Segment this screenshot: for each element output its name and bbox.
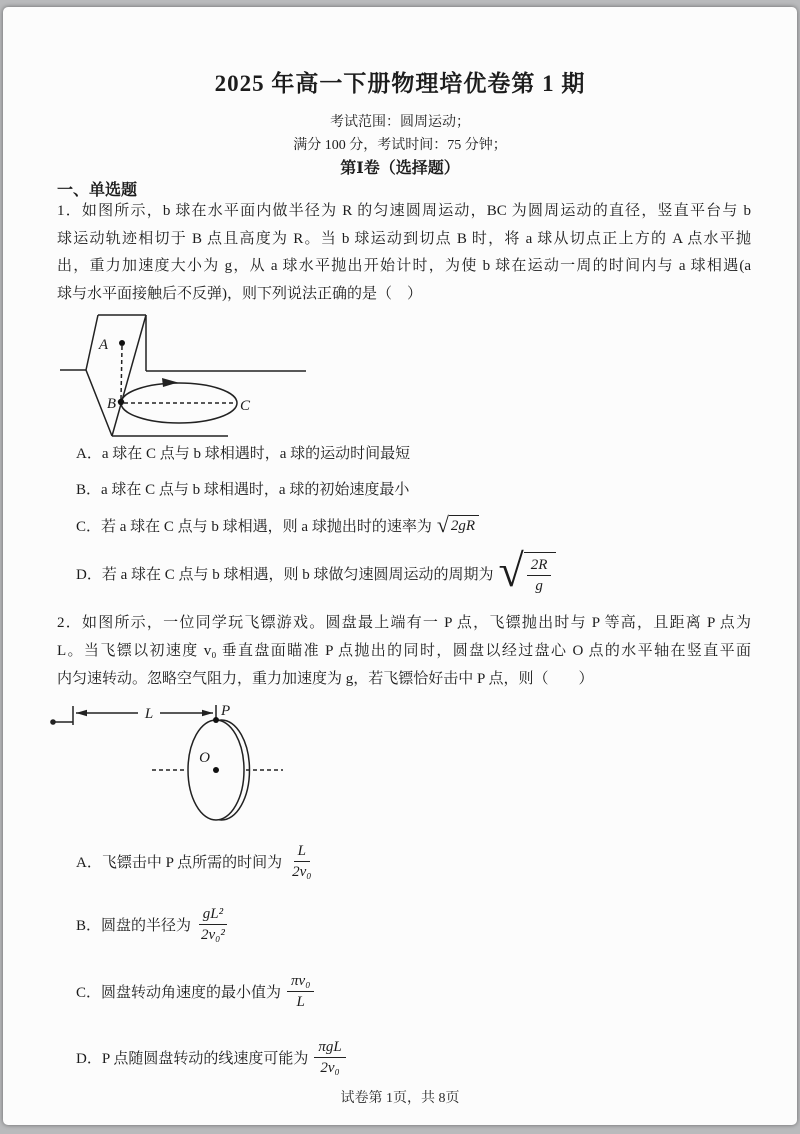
q1-option-c-radicand: 2gR <box>449 515 479 534</box>
question-2-text <box>57 609 751 693</box>
fraction-denominator: g <box>535 577 543 594</box>
q2-option-c <box>76 966 314 1016</box>
label-B: B <box>106 396 116 412</box>
point-P-dot <box>213 717 219 723</box>
dart-knob <box>50 719 56 725</box>
fraction <box>527 556 552 595</box>
q2-option-a-text: A．飞镖击中 P 点所需的时间为 <box>76 854 283 871</box>
label-L: L <box>144 706 154 722</box>
q2-option-a-fraction <box>288 842 315 881</box>
question-2-line-1: 2．如图所示，一位同学玩飞镖游戏。圆盘最上端有一 P 点，飞镖抛出时与 P 等高，且距离 P 点为 <box>57 615 751 631</box>
part-title: 第Ⅰ卷（选择题） <box>340 160 460 177</box>
fraction-numerator: L <box>294 842 310 862</box>
point-A-dot <box>119 340 125 346</box>
q2-option-a <box>76 838 316 884</box>
q2-option-b-fraction <box>197 905 229 944</box>
fraction-denominator: L <box>296 993 305 1010</box>
q1-option-d-text: D．若 a 球在 C 点与 b 球相遇，则 b 球做匀速圆周运动的周期为 <box>76 566 494 583</box>
q2-option-d-text: D．P 点随圆盘转动的线速度可能为 <box>76 1050 309 1067</box>
motion-direction-arrow <box>162 378 178 387</box>
label-C: C <box>240 398 251 414</box>
label-P: P <box>221 703 231 719</box>
q1-option-a: A．a 球在 C 点与 b 球相遇时，a 球的运动时间最短 <box>76 446 411 462</box>
fraction-numerator: gL² <box>199 905 227 925</box>
q2-option-b-text: B．圆盘的半径为 <box>76 917 192 934</box>
point-O-dot <box>213 767 219 773</box>
label-O: O <box>199 750 210 766</box>
arrowhead-right <box>202 710 213 716</box>
question-1-line-4: 球与水平面接触后不反弹)，则下列说法正确的是（ ） <box>57 285 422 302</box>
fraction-numerator: πv₀ <box>287 972 314 992</box>
exam-scope: 考试范围：圆周运动； <box>330 115 470 130</box>
fraction-numerator: πgL <box>314 1038 345 1058</box>
exam-info: 满分 100 分，考试时间：75 分钟； <box>293 138 507 153</box>
fraction-denominator: 2v₀ <box>292 863 312 880</box>
fraction-denominator: 2v₀ <box>320 1059 340 1076</box>
question-2-figure <box>40 700 324 832</box>
q2-option-c-fraction <box>287 972 314 1011</box>
question-2-line-3: 内匀速转动。忽略空气阻力，重力加速度为 g，若飞镖恰好击中 P 点，则（ ） <box>57 671 594 687</box>
q2-option-b <box>76 898 229 950</box>
page-title: 2025 年高一下册物理培优卷第 1 期 <box>214 71 586 96</box>
q2-option-d <box>76 1032 346 1082</box>
question-1-line-1: 1．如图所示，b 球在水平面内做半径为 R 的匀速圆周运动，BC 为圆周运动的直径，竖直平台与 b <box>57 203 751 219</box>
question-1-text <box>57 198 751 308</box>
question-2-line-2: L。当飞镖以初速度 v₀ 垂直盘面瞄准 P 点抛出的同时，圆盘以经过盘心 O 点的水平轴在竖直平面 <box>57 643 751 659</box>
q2-option-c-text: C．圆盘转动角速度的最小值为 <box>76 984 282 1001</box>
fraction-numerator: 2R <box>527 556 552 576</box>
q1-option-d-formula <box>498 545 557 596</box>
dashed-vertical-AB <box>121 346 122 399</box>
question-1-line-3: 出，重力加速度大小为 g，从 a 球水平抛出开始计时，为使 b 球在运动一周的时间内与 a 球相遇(a <box>57 258 751 274</box>
q1-option-c-formula <box>436 512 479 537</box>
q1-option-c <box>76 507 479 543</box>
q1-option-c-text: C．若 a 球在 C 点与 b 球相遇，则 a 球抛出时的速率为 <box>76 518 432 535</box>
q2-option-d-fraction <box>314 1038 345 1077</box>
fraction-denominator: 2v₀² <box>201 926 225 943</box>
arrowhead-left <box>76 710 87 716</box>
exam-paper <box>3 7 797 1125</box>
section-heading: 一、单选题 <box>57 182 138 199</box>
page-footer: 试卷第 1页，共 8页 <box>340 1091 460 1106</box>
q1-option-b: B．a 球在 C 点与 b 球相遇时，a 球的初始速度最小 <box>76 482 410 498</box>
q1-option-d <box>76 547 556 599</box>
question-1-line-2: 球运动轨迹相切于 B 点且高度为 R。当 b 球运动到切点 B 时，将 a 球从切点正上方的 A 点水平抛 <box>57 230 751 247</box>
q1-option-d-fraction <box>524 552 557 595</box>
platform-left-edge <box>86 315 112 436</box>
radical-sign: √ <box>436 512 449 537</box>
radical-sign: √ <box>498 545 524 596</box>
point-B-dot <box>118 399 124 405</box>
label-A: A <box>98 337 108 353</box>
question-1-figure <box>58 306 310 442</box>
